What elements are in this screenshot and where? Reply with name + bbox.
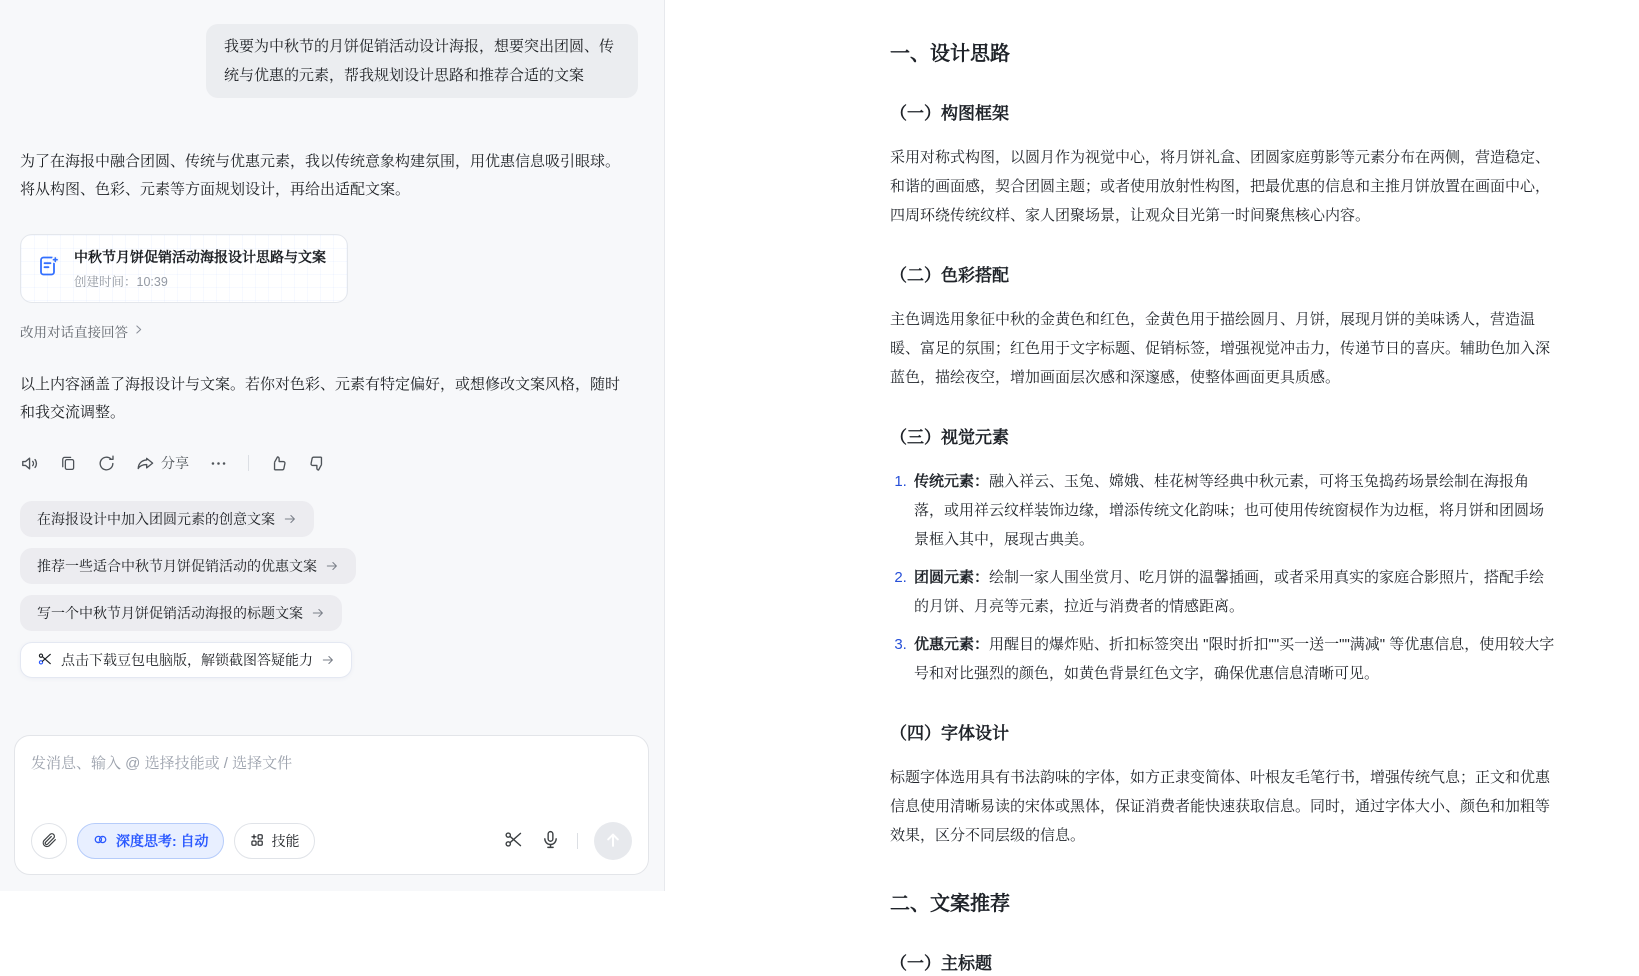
list-item-traditional (911, 467, 1555, 554)
actions-divider (248, 455, 249, 471)
copy-button[interactable] (59, 454, 77, 472)
arrow-right-icon (325, 559, 339, 573)
share-button[interactable] (136, 453, 189, 473)
doc-paragraph-colors: 主色调选用象征中秋的金黄色和红色，金黄色用于描绘圆月、月饼，展现月饼的美味诱人，营造温暖、富足的氛围；红色用于文字标题、促销标签，增强视觉冲击力，传递节日的喜庆。辅助色加入深蓝色，描绘夜空，增加画面层次感和深邃感，使整体画面更具质感。 (890, 311, 1551, 386)
suggestion-chip-2[interactable] (20, 548, 356, 584)
deep-think-label: 深度思考: 自动 (116, 833, 209, 849)
arrow-right-icon (283, 512, 297, 526)
share-label: 分享 (161, 455, 189, 471)
read-aloud-button[interactable] (20, 454, 39, 473)
screenshot-button[interactable] (503, 829, 524, 853)
assistant-intro-text: 为了在海报中融合团圆、传统与优惠元素，我以传统意象构建氛围，用优惠信息吸引眼球。将从构图、色彩、元素等方面规划设计，再给出适配文案。 (20, 153, 621, 198)
doc-heading-copywriting: 二、文案推荐 (890, 893, 1010, 915)
attach-file-button[interactable] (31, 823, 67, 859)
doc-paragraph-typography: 标题字体选用具有书法韵味的字体，如方正隶变简体、叶根友毛笔行书，增强传统气息；正文和优惠信息使用清晰易读的宋体或黑体，保证消费者能快速获取信息。同时，通过字体大小、颜色和加粗等效果，区分不同层级的信息。 (890, 769, 1551, 844)
document-panel[interactable] (665, 0, 1639, 973)
switch-link-label: 改用对话直接回答 (20, 325, 128, 340)
user-message-text: 我要为中秋节的月饼促销活动设计海报，想要突出团圆、传统与优惠的元素，帮我规划设计思路和推荐合适的文案 (224, 38, 615, 84)
list-item-text: 融入祥云、玉兔、嫦娥、桂花树等经典中秋元素，可将玉兔捣药场景绘制在海报角落，或用祥云纹样装饰边缘，增添传统文化韵味；也可使用传统窗棂作为边框，将月饼和团圆场景框入其中，展现古典美。 (914, 473, 1545, 548)
suggestion-chip-3[interactable] (20, 595, 342, 631)
list-item-lead: 传统元素： (914, 473, 990, 490)
suggestion-chip-1[interactable] (20, 501, 314, 537)
skills-grid-icon (249, 832, 265, 851)
download-desktop-chip-label: 点击下载豆包电脑版，解锁截图答疑能力 (61, 652, 313, 668)
doc-heading-design: 一、设计思路 (890, 43, 1010, 65)
send-arrow-icon (603, 830, 623, 853)
doc-card-title: 中秋节月饼促销活动海报设计思路与文案 (74, 249, 326, 265)
list-item-text: 绘制一家人围坐赏月、吃月饼的温馨插画，或者采用真实的家庭合影照片，搭配手绘的月饼、月亮等元素，拉近与消费者的情感距离。 (914, 569, 1545, 615)
message-actions-bar (20, 453, 327, 473)
regenerate-button[interactable] (97, 454, 116, 473)
switch-to-chat-answer-link[interactable] (20, 321, 145, 341)
document-content (665, 0, 1563, 976)
skills-label: 技能 (271, 833, 300, 849)
doc-subheading-main-title: （一）主标题 (890, 954, 992, 973)
paperclip-icon (40, 831, 58, 852)
list-item-lead: 团圆元素： (914, 569, 990, 586)
suggestion-chips (20, 501, 356, 689)
doc-subheading-colors: （二）色彩搭配 (890, 266, 1009, 285)
doc-paragraph-composition: 采用对称式构图，以圆月作为视觉中心，将月饼礼盒、团圆家庭剪影等元素分布在两侧，营造稳定、和谐的画面感，契合团圆主题；或者使用放射性构图，把最优惠的信息和主推月饼放置在画面中心，四周环绕传统纹样、家人团聚场景，让观众目光第一时间聚焦核心内容。 (890, 149, 1551, 224)
suggestion-chip-2-label: 推荐一些适合中秋节月饼促销活动的优惠文案 (37, 558, 317, 574)
skills-button[interactable] (234, 823, 315, 859)
doc-subheading-typography: （四）字体设计 (890, 724, 1009, 743)
doc-card-created-time: 创建时间：10:39 (74, 275, 168, 289)
list-item-text: 用醒目的爆炸贴、折扣标签突出 "限时折扣""买一送一""满减" 等优惠信息，使用较大字号和对比强烈的颜色，如黄色背景红色文字，确保优惠信息清晰可见。 (914, 636, 1555, 682)
chat-panel (0, 0, 665, 891)
generated-doc-card[interactable] (20, 234, 348, 303)
chevron-right-icon (132, 323, 145, 339)
composer-divider (577, 833, 578, 849)
doc-subheading-composition: （一）构图框架 (890, 104, 1009, 123)
send-button[interactable] (594, 822, 632, 860)
deep-think-icon (92, 831, 109, 851)
thumbs-down-button[interactable] (308, 454, 327, 473)
message-input[interactable] (31, 752, 632, 804)
more-actions-button[interactable] (209, 454, 228, 473)
scissors-icon (37, 651, 53, 670)
download-desktop-chip[interactable] (20, 642, 352, 678)
deep-think-toggle[interactable] (77, 823, 224, 859)
composer (14, 735, 649, 875)
arrow-right-icon (311, 606, 325, 620)
thumbs-up-button[interactable] (269, 454, 288, 473)
arrow-right-icon (321, 653, 335, 667)
composer-toolbar (31, 822, 632, 860)
assistant-outro-text: 以上内容涵盖了海报设计与文案。若你对色彩、元素有特定偏好，或想修改文案风格，随时和我交流调整。 (20, 376, 621, 421)
document-icon (37, 254, 61, 283)
user-message-bubble (206, 24, 638, 98)
list-item-reunion (911, 563, 1555, 621)
doc-subheading-visual-elements: （三）视觉元素 (890, 428, 1009, 447)
scissors-icon (503, 829, 524, 853)
suggestion-chip-1-label: 在海报设计中加入团圆元素的创意文案 (37, 511, 275, 527)
list-item-lead: 优惠元素： (914, 636, 990, 653)
microphone-icon (540, 829, 561, 853)
voice-input-button[interactable] (540, 829, 561, 853)
visual-elements-list (890, 467, 1555, 688)
list-item-discount (911, 630, 1555, 688)
suggestion-chip-3-label: 写一个中秋节月饼促销活动海报的标题文案 (37, 605, 303, 621)
